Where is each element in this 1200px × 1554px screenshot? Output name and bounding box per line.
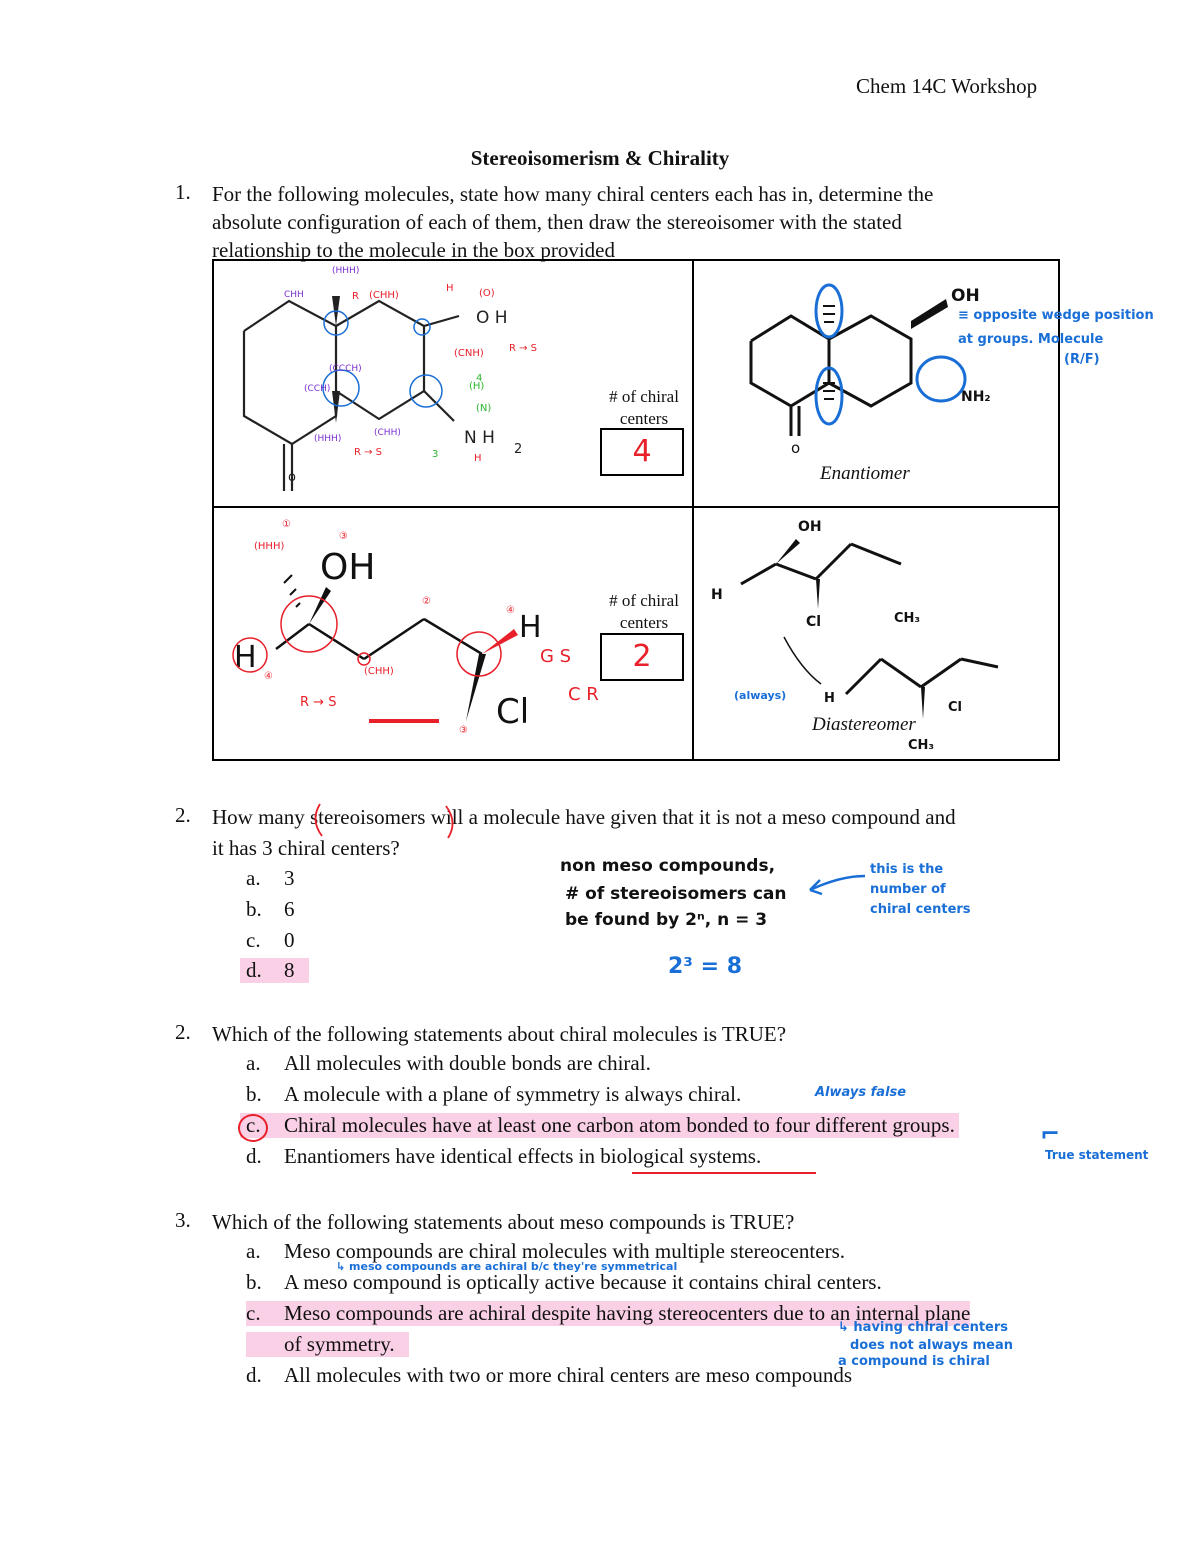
svg-text:(CHH): (CHH) [369,290,399,301]
q3-option-d-letter: d. [246,1363,262,1387]
q2a-arrow [800,872,870,900]
q3-option-a-letter: a. [246,1239,261,1263]
q2a-option-b-text: 6 [284,897,295,921]
q2b-number: 2. [175,1020,191,1044]
q2b-option-d-text: Enantiomers have identical effects in biological systems. [284,1144,762,1168]
q2a-option-d[interactable] [240,958,309,983]
q2b-note-always-false: Always false [815,1085,907,1100]
q3-option-c-cont-text: of symmetry. [284,1332,395,1356]
q3-side-line2: does not always mean [850,1338,1013,1353]
svg-text:Cl: Cl [948,700,962,715]
svg-text:N H: N H [464,428,495,448]
svg-text:④: ④ [506,605,515,616]
q2b-option-c-text: Chiral molecules have at least one carbon atom bonded to four different groups. [284,1113,955,1137]
q3-side-line3: a compound is chiral [838,1354,990,1369]
svg-text:R → S: R → S [354,447,383,458]
q2b-option-a-letter: a. [246,1051,261,1075]
q2b-note-true: True statement [1045,1148,1149,1162]
q3-option-a-text: Meso compounds are chiral molecules with multiple stereocenters. [284,1239,846,1263]
q2a-side-line3: chiral centers [870,902,971,917]
q2b-question: Which of the following statements about chiral molecules is TRUE? [212,1022,787,1046]
svg-text:(H): (H) [469,381,485,392]
svg-text:R: R [352,291,359,302]
chiral-count-top: 4 [632,434,652,469]
q3-option-c-text: Meso compounds are achiral despite having stereocenters due to an internal plane [284,1301,971,1325]
svg-text:(CHH): (CHH) [364,666,394,677]
chiral-count-box-bottom[interactable] [600,633,684,681]
q3-option-b-text: A meso compound is optically active because it contains chiral centers. [284,1270,882,1294]
chiral-label-bottom-line1: # of chiral [609,591,679,610]
svg-text:OH: OH [798,519,822,535]
svg-text:(HHH): (HHH) [314,434,342,444]
svg-text:(CCCH): (CCCH) [329,364,362,374]
svg-text:O H: O H [476,308,508,328]
svg-text:OH: OH [320,547,376,588]
q2a-calc: 2³ = 8 [668,954,743,979]
config-note-cr: C R [568,684,599,705]
diastereomer-label: Diastereomer [812,714,916,735]
svg-text:R → S: R → S [509,343,538,354]
svg-text:Cl: Cl [496,692,530,732]
q2a-line2: it has 3 chiral centers? [212,836,400,860]
enantiomer-note-line3: (R/F) [1064,352,1100,367]
svg-text:3: 3 [432,449,439,460]
svg-text:CH₃: CH₃ [894,611,921,626]
q2b-note-bracket: ⌐ [1040,1120,1061,1148]
svg-text:②: ② [422,596,431,607]
q2b-option-c-letter: c. [246,1113,261,1137]
q1-number: 1. [175,180,191,204]
q1-line2: absolute configuration of each of them, then draw the stereoisomer with the stated [212,210,902,234]
q2b-option-a-text: All molecules with double bonds are chiral. [284,1051,651,1075]
q2a-option-d-text: 8 [284,958,295,982]
chiral-count-box-top[interactable] [600,428,684,476]
svg-text:(N): (N) [476,403,492,414]
svg-text:(HHH): (HHH) [254,541,285,552]
enantiomer-note-line2: at groups. Molecule [958,332,1104,347]
config-note-gs: G S [540,646,572,667]
svg-text:(CHH): (CHH) [374,428,401,438]
svg-text:(CCH): (CCH) [304,384,331,394]
enantiomer-note-line1: ≡ opposite wedge position [958,308,1154,323]
svg-text:③: ③ [339,531,348,542]
q3-option-b[interactable] [246,1270,882,1295]
course-header: Chem 14C Workshop [856,74,1038,98]
chiral-label-top-line2: centers [619,409,669,428]
q2a-note-line2: # of stereoisomers can [565,884,787,904]
q1-line1: For the following molecules, state how many chiral centers each has in, determine the [212,182,934,206]
q2a-option-d-letter: d. [246,958,262,982]
svg-text:CHH: CHH [284,290,304,300]
svg-text:2: 2 [514,442,523,457]
q3-option-d-text: All molecules with two or more chiral centers are meso compounds [284,1363,853,1387]
svg-text:OH: OH [951,286,980,306]
q2a-option-b[interactable] [246,897,295,922]
svg-text:CH₃: CH₃ [908,738,935,753]
svg-text:NH₂: NH₂ [961,389,991,405]
svg-text:④: ④ [264,671,273,682]
svg-text:(O): (O) [479,288,495,299]
svg-text:4: 4 [476,373,483,384]
q3-option-c-letter: c. [246,1301,261,1325]
grid-vertical-divider [692,259,694,761]
q3-option-b-letter: b. [246,1270,262,1294]
q2b-option-b[interactable] [246,1082,741,1107]
q2a-option-a-text: 3 [284,866,295,890]
q2b-option-b-text: A molecule with a plane of symmetry is always chiral. [284,1082,742,1106]
svg-text:H: H [824,691,835,706]
q2b-option-d[interactable] [246,1144,761,1169]
q2b-option-d-letter: d. [246,1144,262,1168]
q2b-option-a[interactable] [246,1051,651,1076]
svg-text:H: H [474,453,482,464]
svg-text:(HHH): (HHH) [332,266,360,276]
config-note-r-to-s: R → S [300,695,337,710]
q2a-option-c-text: 0 [284,928,295,952]
q2b-underline [632,1172,816,1174]
q3-question: Which of the following statements about meso compounds is TRUE? [212,1210,795,1234]
svg-text:(CNH): (CNH) [454,348,484,359]
svg-text:H: H [234,640,257,675]
q2a-option-b-letter: b. [246,897,262,921]
svg-text:H: H [711,587,723,603]
svg-text:(always): (always) [734,689,787,702]
q3-number: 3. [175,1208,191,1232]
chiral-label-top-line1: # of chiral [609,387,679,406]
chiral-count-bottom: 2 [632,639,652,674]
q1-line3: relationship to the molecule in the box provided [212,238,615,262]
q3-option-c-cont [246,1332,409,1357]
q2b-option-b-letter: b. [246,1082,262,1106]
chiral-label-bottom-line2: centers [619,613,669,632]
q2a-option-c[interactable] [246,928,295,953]
enantiomer-label: Enantiomer [820,463,910,484]
q3-side-line1: ↳ having chiral centers [838,1320,1009,1335]
q2a-note-line3: be found by 2ⁿ, n = 3 [565,910,768,930]
q2a-number: 2. [175,803,191,827]
q3-option-d[interactable] [246,1363,852,1388]
q2a-option-a-letter: a. [246,866,261,890]
q2a-note-line1: non meso compounds, [560,856,776,876]
stereoisomers-circle-mark [308,800,458,840]
svg-text:H: H [519,610,542,645]
svg-text:o: o [288,470,296,485]
q3-note-under-a: ↳ meso compounds are achiral b/c they're symmetrical [336,1260,678,1273]
svg-text:①: ① [282,519,291,530]
q2a-option-c-letter: c. [246,928,261,952]
svg-text:o: o [791,439,801,457]
svg-text:Cl: Cl [806,614,822,630]
q2a-option-a[interactable] [246,866,295,891]
q2a-line1: How many stereoisomers will a molecule have given that it is not a meso compound and [212,805,956,829]
svg-text:③: ③ [459,725,468,736]
q2b-answer-circle [238,1114,268,1142]
q2a-side-line2: number of [870,882,946,897]
grid-horizontal-divider [212,506,1060,508]
svg-text:H: H [446,283,454,294]
worksheet-title: Stereoisomerism & Chirality [470,146,730,170]
q2a-side-line1: this is the [870,862,944,877]
q2b-option-c[interactable] [240,1113,959,1138]
